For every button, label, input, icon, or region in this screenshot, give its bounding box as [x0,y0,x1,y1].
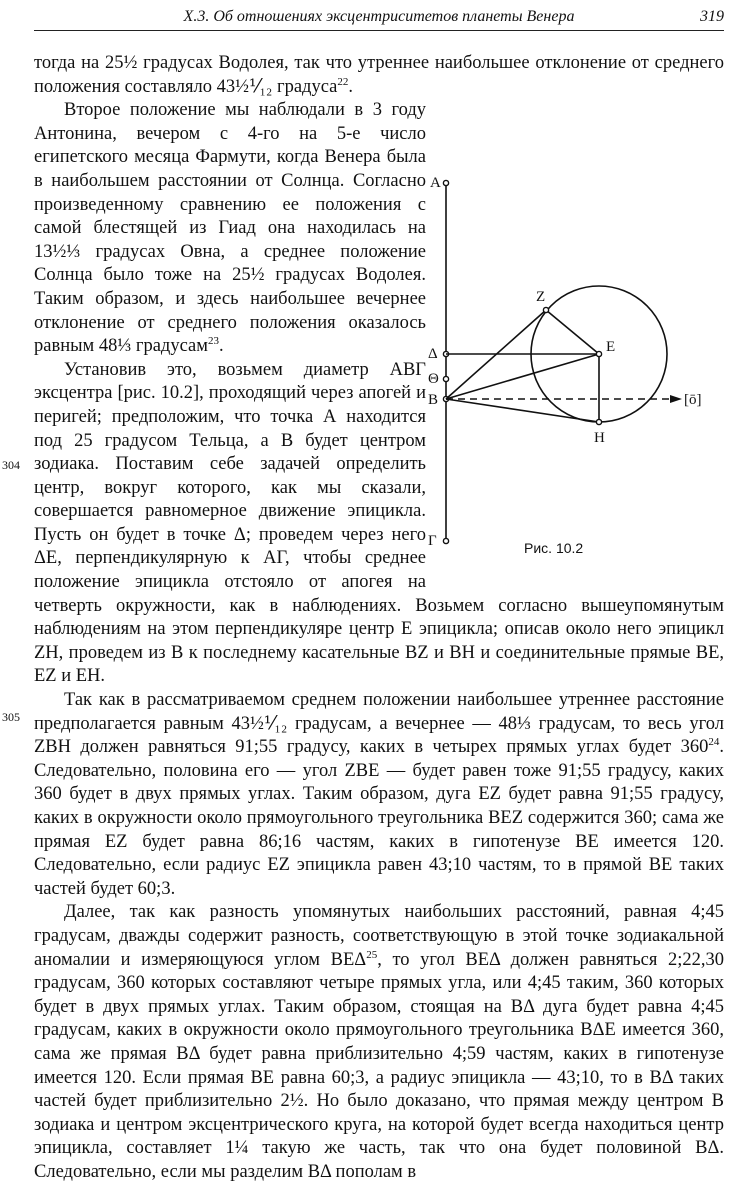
label-Gamma: Γ [428,533,437,550]
label-Theta: Θ [428,371,439,388]
label-Omega: [ō] [684,392,702,409]
paragraph-1: тогда на 25½ градусах Водолея, так что утреннее наибольшее отклонение от среднего положения составляло 43½⅟₁₂ градуса$^{22}$. [34,53,724,97]
page-body [34,52,724,1185]
paragraph-5: Далее, так как разность упомянутых наибольших расстояний, равная 4;45 градусам, дважды содержит разность, соответствующую в этой точке зодиакальной аномалии и измеряющуюся углом ΒΕΔ$^{25}$, то угол ΒΕΔ должен равняться 2;22,30 градусам, 360 которых составляют четыре прямых угла, или 4;45 таким, 360 которых будет в двух прямых углах. Таким образом, стоящая на ΒΔ дуга будет равна 4;45 градусам, каких в окружности около прямоугольного треугольника ΒΔΕ имеется 360, сама же прямая ΒΔ будет равна приблизительно 4;59 частям, каких в гипотенузе имеется 120. Если прямая ΒΕ равна 60;3, а радиус эпицикла — 43;10, то в ΒΔ таких частей будет приблизительно 2½. Но было доказано, что прямая между центром В зодиака и центром эксцентрического круга, на которой будет всегда находиться центр эпицикла, составляет 1¼ такую же часть, так что она будет половиной ΒΔ. Следовательно, если мы разделим ΒΔ пополам в [34,902,724,1182]
page-number: 319 [700,8,724,25]
label-B: B [428,392,439,409]
footnote-ref-24: 24 [708,736,720,749]
running-header [34,4,724,31]
label-Delta: Δ [428,346,438,363]
figure-10-2 [428,129,724,581]
margin-number-304: 304 [2,458,20,472]
paragraph-3: Установив это, возьмем диаметр ΑΒΓ эксцентра [рис. 10.2], проходящий через апогей и перигей; предположим, что точка А находится под 25 градусом Тельца, а В будет центром зодиака. Поставим себе задачей определить центр, вокруг которого, как мы сказали, совершается равномерное движение эпицикла. Пусть он будет в точке Δ; проведем через него ΔΕ, перпендикулярную к ΑΓ, чтобы среднее положение эпицикла отстояло от апогея на четверть окружности, как в наблюдениях. Возьмем согласно вышеупомянутым наблюдениям на этом перпендикуляре центр Е эпицикла; описав около него эпицикл ΖΗ, проведем из В к последнему касательные ΒΖ и ΒΗ и соединительные прямые ΒΕ, ΕΖ и ΕΗ. [34,359,724,687]
label-E: E [606,339,616,356]
paragraph-2: Второе положение мы наблюдали в 3 году Антонина, вечером с 4-го на 5-е число египетского месяца Фармути, когда Венера была в наибольшем расстоянии от Солнца. Согласно произведенному сравнению ее положения с самой блестящей из Гиад она находилась на 13½⅓ градусах Овна, а среднее положение Солнца было тоже на 25½ градусах Водолея. Таким образом, и здесь наибольшее вечернее отклонение от среднего положения оказалось равным 48⅓ градусам$^{23}$. [34,100,426,357]
label-A: A [430,175,441,192]
margin-number-305: 305 [2,710,20,724]
label-Z: Z [536,289,546,306]
header-title: Х.3. Об отношениях эксцентриситетов планеты Венера [183,8,575,25]
figure-diagram [428,129,724,581]
footnote-ref-23: 23 [207,334,219,347]
paragraph-4: Так как в рассматриваемом среднем положении наибольшее утреннее расстояние предполагается равным 43½⅟₁₂ градусам, а вечернее — 48⅓ градусам, то весь угол ΖΒΗ должен равняться 91;55 градусу, каких в четырех прямых углах будет $360^{24}$. Следовательно, половина его — угол ΖΒΕ — будет равен тоже 91;55 градусу, каких 360 будет в двух прямых углах. Таким образом, дуга ΕΖ будет равна 91;55 градусу, каких в окружности около прямоугольного треугольника ΒΕΖ содержится 360; сама же прямая ΕΖ будет равна 86;16 частям, каких в гипотенузе ΒΕ имеется 120. Следовательно, если радиус ΕΖ эпицикла равен 43;10 частям, то в прямой ΒΕ таких частей будет 60;3. [34,690,724,899]
footnote-ref-22: 22 [337,75,349,88]
footnote-ref-25: 25 [366,948,378,961]
label-H: H [594,430,605,447]
figure-caption: Рис. 10.2 [524,540,584,557]
